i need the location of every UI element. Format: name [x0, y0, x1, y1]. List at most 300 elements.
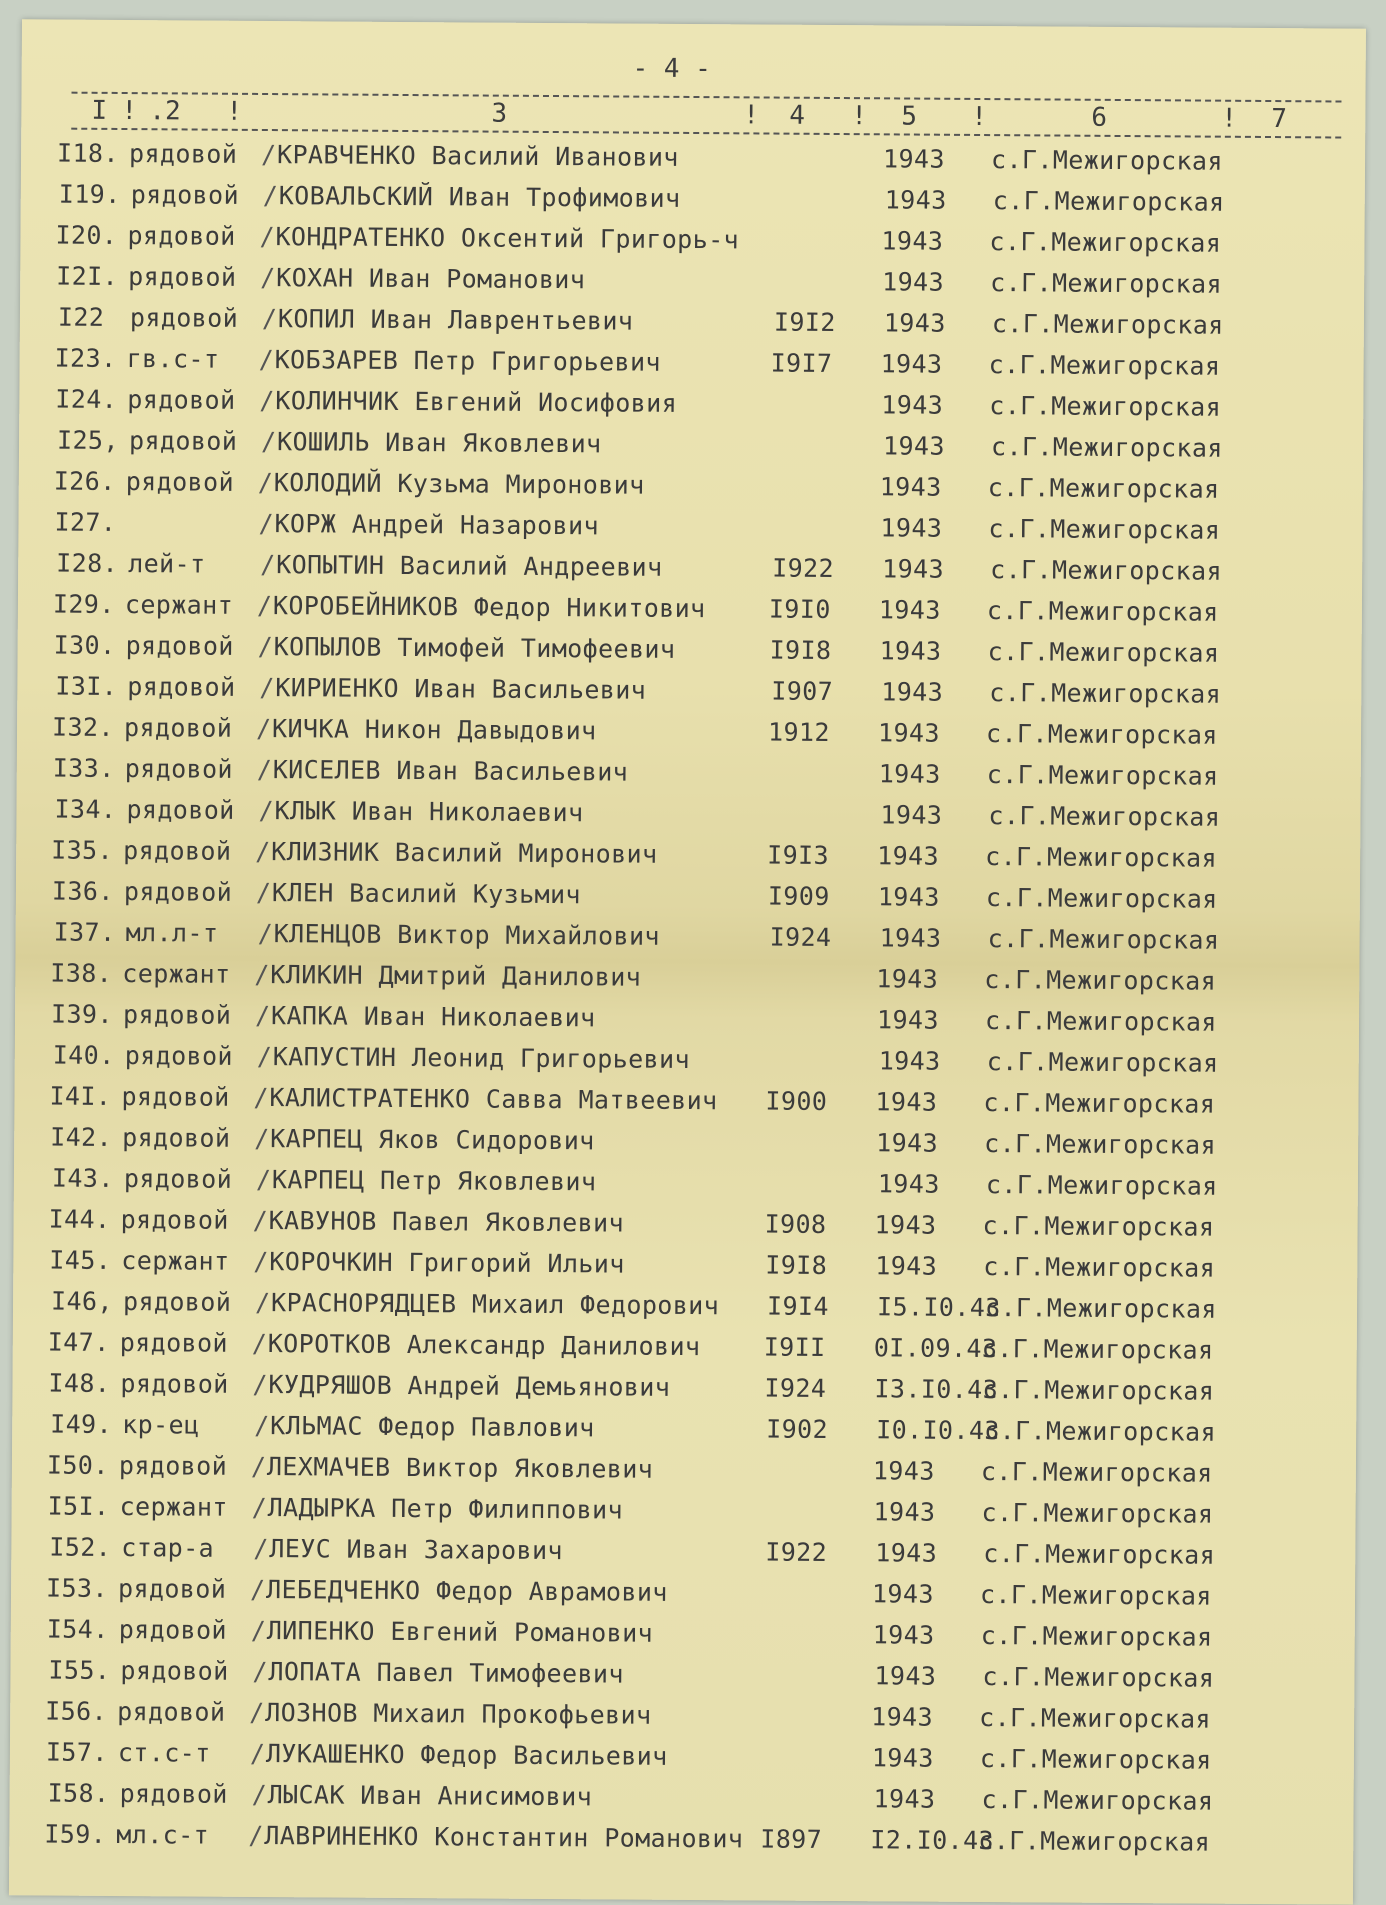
column-separator: ! [226, 96, 243, 127]
death-date: 1943 [881, 226, 944, 256]
rank: рядовой [120, 1369, 229, 1399]
full-name: КАПКА Иван Николаевич [270, 1001, 596, 1033]
rank: рядовой [124, 754, 234, 784]
birth-year [766, 1128, 846, 1129]
check-mark-icon: / [258, 344, 275, 375]
burial-place: с.Г.Межигорская [992, 186, 1225, 217]
row-number: I45. [49, 1245, 112, 1275]
birth-year: I900 [765, 1086, 828, 1116]
column-header-2: .2 [149, 96, 181, 127]
row-number: I38. [50, 958, 113, 988]
death-date: 1943 [884, 185, 947, 215]
full-name: КУДРЯШОВ Андрей Демьянович [268, 1370, 671, 1402]
burial-place: с.Г.Межигорская [985, 1170, 1218, 1201]
death-date: 1943 [875, 1251, 938, 1281]
death-date: 1943 [873, 1497, 936, 1527]
birth-year [762, 1579, 842, 1580]
row-number: I55. [48, 1655, 111, 1685]
row-number: I28. [56, 548, 119, 578]
birth-year: I9I4 [766, 1291, 829, 1321]
birth-year: I897 [760, 1824, 823, 1854]
full-name: ЛЕБЕДЧЕНКО Федор Аврамович [265, 1575, 668, 1607]
rank: сержант [124, 590, 234, 620]
rank: рядовой [120, 1205, 229, 1235]
full-name: КРАВЧЕНКО Василий Иванович [276, 140, 679, 172]
full-name: КОШИЛЬ Иван Яковлевич [276, 427, 602, 459]
birth-year [771, 800, 851, 801]
birth-year [762, 1743, 842, 1744]
rank: рядовой [125, 467, 235, 497]
check-mark-icon: / [260, 262, 276, 293]
birth-year: I9I2 [773, 307, 836, 337]
birth-year [763, 1620, 843, 1621]
rank: рядовой [127, 385, 236, 415]
row-number: I46, [50, 1286, 113, 1316]
birth-year [768, 1169, 848, 1170]
full-name: КОПЫЛОВ Тимофей Тимофеевич [273, 632, 676, 664]
burial-place: с.Г.Межигорская [984, 1416, 1217, 1447]
full-name: ЛЕХМАЧЕВ Виктор Яковлевич [266, 1452, 654, 1484]
birth-year [775, 185, 855, 186]
death-date: 1943 [878, 595, 941, 625]
birth-year [761, 1702, 841, 1703]
rank: рядовой [117, 1574, 227, 1604]
death-date: 1943 [880, 513, 943, 543]
birth-year: I909 [767, 881, 830, 911]
check-mark-icon: / [249, 1574, 266, 1605]
records-list [9, 134, 1361, 1865]
death-date: 1943 [875, 1538, 938, 1568]
full-name: КАПУСТИН Леонид Григорьевич [272, 1042, 691, 1074]
row-number: I34. [54, 794, 117, 824]
full-name: КОПИЛ Иван Лаврентьевич [277, 304, 634, 336]
check-mark-icon: / [252, 1205, 269, 1236]
row-number: I2I. [56, 261, 119, 291]
rank: рядовой [122, 1000, 232, 1030]
birth-year [769, 1046, 849, 1047]
rank: рядовой [130, 180, 240, 210]
full-name: КОНДРАТЕНКО Оксентий Григорь-ч [275, 222, 740, 255]
row-number: I29. [52, 589, 115, 619]
birth-year [773, 144, 853, 145]
rank: рядовой [125, 631, 234, 661]
check-mark-icon: / [258, 795, 275, 826]
birth-year [766, 964, 846, 965]
full-name: КОРОБЕЙНИКОВ Федор Никитович [272, 591, 706, 624]
birth-year: I924 [764, 1373, 827, 1403]
full-name: ЛАВРИНЕНКО Константин Романович [264, 1821, 744, 1854]
rank: рядовой [123, 877, 233, 907]
check-mark-icon: / [258, 508, 275, 539]
birth-year: I922 [772, 553, 835, 583]
row-number: I18. [56, 138, 119, 168]
check-mark-icon: / [254, 1287, 271, 1318]
column-separator: ! [1221, 103, 1238, 134]
birth-year: I9II [763, 1332, 826, 1362]
burial-place: с.Г.Межигорская [978, 1826, 1211, 1857]
row-number: I44. [48, 1204, 111, 1234]
death-date: 1943 [876, 1005, 939, 1035]
burial-place: с.Г.Межигорская [988, 350, 1221, 381]
burial-place: с.Г.Межигорская [982, 1211, 1215, 1242]
death-date: I5.I0.43 [876, 1292, 1001, 1323]
burial-place: с.Г.Межигорская [989, 678, 1222, 709]
row-number: I57. [45, 1737, 108, 1767]
check-mark-icon: / [261, 303, 278, 334]
burial-place: с.Г.Межигорская [982, 1662, 1215, 1693]
death-date: 1943 [880, 800, 943, 830]
check-mark-icon: / [250, 1615, 267, 1646]
column-header-3: 3 [491, 98, 508, 129]
death-date: 1943 [882, 267, 945, 297]
row-number: I25, [56, 425, 119, 455]
full-name: КАРПЕЦ Яков Сидорович [270, 1124, 595, 1156]
row-number: I39. [50, 999, 113, 1029]
check-mark-icon: / [262, 180, 279, 211]
check-mark-icon: / [252, 1656, 269, 1687]
row-number: I32. [51, 712, 114, 742]
row-number: I37. [53, 917, 116, 947]
full-name: ЛУКАШЕНКО Федор Васильевич [265, 1739, 668, 1771]
row-number: I36. [51, 876, 114, 906]
column-header-1: I [91, 95, 108, 126]
birth-year: I902 [766, 1414, 829, 1444]
full-name: КЛИЗНИК Василий Миронович [271, 837, 658, 869]
death-date: 1943 [871, 1702, 934, 1732]
check-mark-icon: / [257, 631, 274, 662]
death-date: 1943 [877, 841, 940, 871]
birth-year: 1912 [767, 717, 830, 747]
check-mark-icon: / [259, 221, 276, 252]
full-name: КЛЬМАС Федор Павлович [270, 1411, 595, 1443]
death-date: 0I.09.43 [873, 1333, 998, 1364]
burial-place: с.Г.Межигорская [991, 309, 1224, 340]
full-name: КАРПЕЦ Петр Яковлевич [271, 1165, 597, 1197]
death-date: I2.I0.43 [870, 1825, 995, 1856]
row-number: I52. [49, 1532, 112, 1562]
rank: рядовой [121, 1082, 230, 1112]
rank: рядовой [124, 1041, 234, 1071]
rank: ст.с-т [117, 1738, 211, 1768]
death-date: 1943 [883, 308, 946, 338]
birth-year [763, 1456, 843, 1457]
rank: лей-т [128, 549, 206, 579]
birth-year [764, 1784, 844, 1785]
full-name: КИЧКА Никон Давыдович [271, 714, 597, 746]
birth-year: I907 [771, 676, 834, 706]
burial-place: с.Г.Межигорская [987, 473, 1220, 504]
rank: сержант [121, 1246, 230, 1276]
burial-place: с.Г.Межигорская [986, 760, 1219, 791]
burial-place: с.Г.Межигорская [985, 842, 1218, 873]
birth-year: I908 [764, 1209, 827, 1239]
rank: рядовой [118, 1451, 228, 1481]
burial-place: с.Г.Межигорская [985, 719, 1218, 750]
full-name: КАЛИСТРАТЕНКО Савва Матвеевич [269, 1083, 718, 1116]
column-separator: ! [121, 96, 138, 127]
row-number: I22 [57, 302, 105, 332]
burial-place: с.Г.Межигорская [990, 432, 1223, 463]
column-header-5: 5 [901, 101, 918, 132]
full-name: КЛЫК Иван Николаевич [274, 796, 584, 828]
full-name: ЛИПЕНКО Евгений Романович [266, 1616, 654, 1648]
row-number: I20. [55, 220, 118, 250]
check-mark-icon: / [254, 959, 270, 990]
rank: кр-ец [122, 1410, 200, 1440]
death-date: 1943 [880, 349, 943, 379]
burial-place: с.Г.Межигорская [984, 1129, 1217, 1160]
birth-year: I924 [769, 922, 832, 952]
death-date: 1943 [881, 390, 944, 420]
death-date: 1943 [876, 964, 939, 994]
burial-place: с.Г.Межигорская [983, 1539, 1216, 1570]
row-number: I19. [58, 179, 121, 210]
burial-place: с.Г.Межигорская [979, 1744, 1212, 1775]
birth-year: I9I8 [765, 1250, 828, 1280]
row-number: I33. [52, 753, 115, 783]
rank: гв.с-т [126, 344, 220, 374]
birth-year [770, 472, 850, 473]
check-mark-icon: / [248, 1820, 264, 1851]
check-mark-icon: / [256, 1041, 273, 1072]
death-date: 1943 [877, 882, 940, 912]
burial-place: с.Г.Межигорская [990, 145, 1223, 176]
death-date: 1943 [876, 1128, 939, 1158]
death-date: 1943 [882, 144, 945, 174]
check-mark-icon: / [255, 1164, 272, 1195]
document-page [9, 19, 1366, 1904]
rank: рядовой [127, 221, 236, 251]
death-date: 1943 [874, 1661, 937, 1691]
death-date: I3.I0.43 [874, 1374, 999, 1405]
column-header-4: 4 [789, 100, 806, 131]
death-date: 1943 [871, 1579, 934, 1609]
rank: рядовой [129, 303, 239, 333]
full-name: КРАСНОРЯДЦЕВ Михаил Федорович [270, 1288, 720, 1321]
burial-place: с.Г.Межигорская [986, 596, 1219, 627]
row-number: I49. [50, 1409, 113, 1439]
check-mark-icon: / [253, 1533, 269, 1564]
full-name: КОРЖ Андрей Назарович [274, 509, 600, 541]
row-number: I4I. [49, 1081, 112, 1111]
burial-place: с.Г.Межигорская [987, 637, 1220, 668]
row-number: I5I. [47, 1491, 110, 1521]
rank: рядовой [127, 672, 236, 702]
burial-place: с.Г.Межигорская [990, 268, 1223, 299]
row-number: I53. [45, 1573, 108, 1603]
death-date: 1943 [878, 759, 941, 789]
birth-year [771, 390, 851, 391]
birth-year [764, 1497, 844, 1498]
burial-place: с.Г.Межигорская [983, 1252, 1216, 1283]
rank: рядовой [118, 1615, 228, 1645]
check-mark-icon: / [253, 1082, 270, 1113]
page-number: - 4 - [632, 53, 711, 85]
death-date: 1943 [874, 1210, 937, 1240]
burial-place: с.Г.Межигорская [989, 391, 1222, 422]
column-header-7: 7 [1271, 104, 1288, 135]
burial-place: с.Г.Межигорская [984, 1293, 1217, 1324]
burial-place: с.Г.Межигорская [988, 514, 1221, 545]
death-date: 1943 [878, 1046, 941, 1076]
death-date: 1943 [871, 1743, 934, 1773]
burial-place: с.Г.Межигорская [982, 1375, 1215, 1406]
rank: рядовой [119, 1328, 229, 1358]
birth-year: I9I3 [767, 840, 830, 870]
row-number: I56. [45, 1696, 108, 1726]
check-mark-icon: / [251, 1492, 268, 1523]
rank: рядовой [123, 836, 232, 866]
row-number: I27. [54, 507, 117, 537]
check-mark-icon: / [256, 590, 273, 621]
header-rule-top [71, 92, 1341, 103]
column-header-6: 6 [1091, 102, 1108, 133]
full-name: КЛЕН Василий Кузьмич [271, 878, 582, 910]
check-mark-icon: / [260, 426, 277, 457]
full-name: ЛЕУС Иван Захарович [269, 1534, 564, 1566]
death-date: 1943 [875, 1087, 938, 1117]
check-mark-icon: / [253, 1246, 269, 1277]
burial-place: с.Г.Межигорская [980, 1621, 1213, 1652]
birth-year: I922 [765, 1537, 828, 1567]
rank: рядовой [128, 139, 238, 169]
full-name: КОЛИНЧИК Евгений Иосифовия [275, 386, 678, 418]
row-number: I23. [54, 343, 117, 373]
burial-place: с.Г.Межигорская [979, 1580, 1212, 1611]
row-number: I50. [46, 1450, 109, 1480]
rank [127, 508, 267, 509]
burial-place: с.Г.Межигорская [981, 1334, 1214, 1365]
rank: рядовой [122, 1123, 231, 1153]
burial-place: с.Г.Межигорская [989, 227, 1222, 258]
birth-year [765, 1661, 845, 1662]
check-mark-icon: / [254, 1410, 270, 1441]
column-separator: ! [851, 101, 868, 132]
full-name: КОПЫТИН Василий Андреевич [276, 550, 663, 582]
death-date: 1943 [882, 554, 945, 584]
rank: рядовой [128, 262, 237, 292]
burial-place: с.Г.Межигорская [981, 1785, 1214, 1816]
full-name: КИСЕЛЕВ Иван Васильевич [272, 755, 629, 787]
death-date: 1943 [881, 677, 944, 707]
burial-place: с.Г.Межигорская [984, 1006, 1217, 1037]
check-mark-icon: / [249, 1738, 266, 1769]
burial-place: с.Г.Межигорская [984, 965, 1217, 996]
column-separator: ! [743, 100, 760, 131]
check-mark-icon: / [255, 836, 271, 867]
row-number: I30. [53, 630, 116, 660]
full-name: КИРИЕНКО Иван Васильевич [275, 673, 647, 705]
full-name: КАВУНОВ Павел Яковлевич [268, 1206, 625, 1238]
death-date: 1943 [872, 1456, 935, 1486]
full-name: ЛОПАТА Павел Тимофеевич [268, 1657, 624, 1689]
birth-year: I9I8 [769, 635, 832, 665]
burial-place: с.Г.Межигорская [987, 924, 1220, 955]
death-date: 1943 [879, 472, 942, 502]
rank: рядовой [122, 1287, 232, 1317]
check-mark-icon: / [252, 1369, 269, 1400]
table-row [8, 1815, 1348, 1865]
rank: рядовой [119, 1779, 228, 1809]
check-mark-icon: / [249, 1697, 265, 1728]
check-mark-icon: / [254, 1000, 271, 1031]
birth-year [773, 431, 853, 432]
check-mark-icon: / [254, 1123, 270, 1154]
death-date: 1943 [877, 718, 940, 748]
full-name: ЛАДЫРКА Петр Филиппович [267, 1493, 624, 1525]
check-mark-icon: / [257, 918, 274, 949]
burial-place: с.Г.Межигорская [985, 883, 1218, 914]
row-number: I35. [51, 835, 114, 865]
birth-year: I9I7 [770, 348, 833, 378]
row-number: I3I. [55, 671, 118, 701]
death-date: 1943 [879, 923, 942, 953]
rank: сержант [122, 959, 231, 989]
column-separator: ! [971, 101, 988, 133]
full-name: ЛОЗНОВ Михаил Прокофьевич [265, 1698, 652, 1730]
death-date: 1943 [873, 1784, 936, 1814]
death-date: 1943 [877, 1169, 940, 1199]
burial-place: с.Г.Межигорская [986, 1047, 1219, 1078]
rank: рядовой [126, 795, 235, 825]
check-mark-icon: / [251, 1328, 268, 1359]
full-name: ЛЫСАК Иван Анисимович [267, 1780, 593, 1812]
check-mark-icon: / [256, 754, 273, 785]
row-number: I54. [46, 1614, 109, 1644]
birth-year [772, 267, 852, 268]
death-date: 1943 [879, 636, 942, 666]
check-mark-icon: / [260, 139, 277, 170]
row-number: I43. [51, 1163, 114, 1193]
full-name: КОЛОДИЙ Кузьма Миронович [273, 468, 645, 500]
rank: мл.с-т [116, 1820, 210, 1850]
rank: рядовой [120, 1656, 229, 1686]
burial-place: с.Г.Межигорская [979, 1703, 1212, 1734]
full-name: КОРОЧКИН Григорий Ильич [269, 1247, 625, 1279]
rank: сержант [119, 1492, 228, 1522]
rank: рядовой [128, 426, 238, 456]
burial-place: с.Г.Межигорская [988, 801, 1221, 832]
full-name: КОВАЛЬСКИЙ Иван Трофимович [278, 181, 681, 213]
death-date: 1943 [872, 1620, 935, 1650]
row-number: I42. [50, 1122, 113, 1152]
rank: стар-а [121, 1533, 215, 1563]
full-name: КЛИКИН Дмитрий Данилович [270, 960, 642, 992]
death-date: I0.I0.43 [876, 1415, 1000, 1446]
row-number: I24. [55, 384, 118, 414]
check-mark-icon: / [259, 385, 275, 416]
full-name: КОХАН Иван Романович [276, 263, 586, 295]
burial-place: с.Г.Межигорская [983, 1088, 1216, 1119]
check-mark-icon: / [251, 1779, 268, 1810]
birth-year [771, 513, 851, 514]
rank: рядовой [123, 713, 233, 743]
full-name: КОБЗАРЕВ Петр Григорьевич [274, 345, 662, 377]
check-mark-icon: / [257, 467, 274, 498]
check-mark-icon: / [260, 549, 276, 580]
burial-place: с.Г.Межигорская [981, 1498, 1214, 1529]
burial-place: с.Г.Межигорская [990, 555, 1223, 586]
birth-year: I9I0 [768, 594, 831, 624]
check-mark-icon: / [255, 713, 272, 744]
check-mark-icon: / [255, 877, 272, 908]
birth-year [769, 759, 849, 760]
birth-year [767, 1005, 847, 1006]
birth-year [772, 226, 852, 227]
full-name: КОРОТКОВ Александр Данилович [267, 1329, 701, 1362]
rank: рядовой [123, 1164, 233, 1194]
check-mark-icon: / [259, 672, 275, 703]
